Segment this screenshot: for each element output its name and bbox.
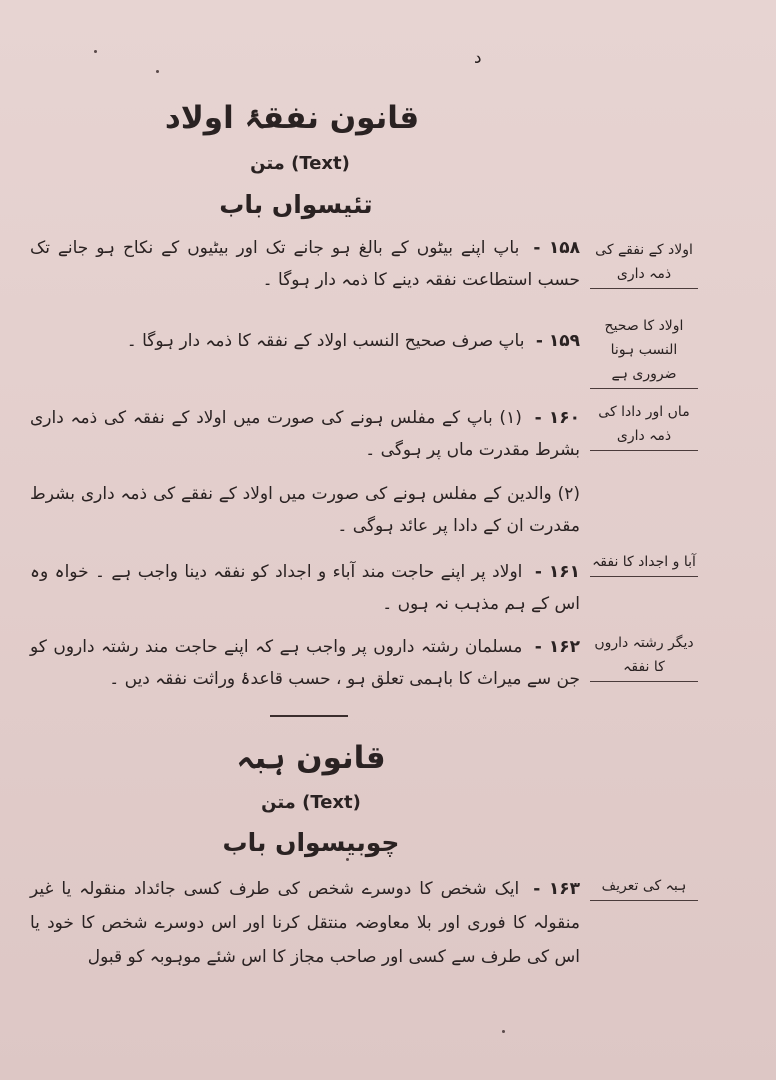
paragraph-text: مسلمان رشتہ داروں پر واجب ہے کہ اپنے حاجت مند رشتہ داروں کو جن سے میراث کا باہمی تعلق ہو ، حسب قاعدۂ وراثت نفقہ دیں ۔ xyxy=(30,637,580,689)
section1-title: قانون نفقۂ اولاد xyxy=(164,100,420,136)
paragraph-text: (۱) باپ کے مفلس ہونے کی صورت میں اولاد کے نفقہ کی ذمہ داری بشرط مقدرت ماں پر ہوگی ۔ xyxy=(30,408,580,460)
paragraph-text: باپ اپنے بیٹوں کے بالغ ہو جانے تک اور بیٹیوں کے نکاح ہو جانے تک حسب استطاعت نفقہ دینے کا ذمہ دار ہوگا ۔ xyxy=(30,238,580,290)
paper-speck xyxy=(346,858,349,861)
section1-subtitle: متن (Text) xyxy=(250,153,350,174)
paragraph-text: ایک شخص کا دوسرے شخص کی طرف کسی جائداد منقولہ یا غیر منقولہ کا فوری اور بلا معاوضہ منتقل کرنا اور اس دوسرے شخص کا خود یا اس کی طرف سے کسی اور صاحب مجاز کا اس شئے موہوبہ کو قبول xyxy=(30,879,580,967)
paragraph-160-1 xyxy=(30,402,580,466)
paper-speck xyxy=(502,1030,505,1033)
margin-note: ماں اور دادا کی ذمہ داری xyxy=(590,400,698,454)
section2-chapter: چوبیسواں باب xyxy=(222,828,400,857)
margin-note: آبا و اجداد کا نفقہ xyxy=(590,550,698,580)
section-divider xyxy=(270,715,348,717)
paragraph-text: باپ صرف صحیح النسب اولاد کے نفقہ کا ذمہ دار ہوگا ۔ xyxy=(126,331,525,351)
section1-chapter: تئیسواں باب xyxy=(219,190,373,219)
paragraph-number: ۱۵۸ - xyxy=(533,238,580,258)
margin-note: اولاد کے نفقے کی ذمہ داری xyxy=(590,238,698,292)
paragraph-158 xyxy=(30,232,580,296)
paragraph-number: ۱۶۳ - xyxy=(533,879,580,899)
paragraph-text: اولاد پر اپنے حاجت مند آباء و اجداد کو نفقہ دینا واجب ہے ۔ خواہ وہ اس کے ہم مذہب نہ ہوں ۔ xyxy=(30,562,580,614)
paragraph-number: ۱۵۹ - xyxy=(535,331,580,351)
paragraph-163 xyxy=(30,872,580,974)
margin-note: اولاد کا صحیح النسب ہونا ضروری ہے xyxy=(590,314,698,392)
paragraph-162 xyxy=(30,631,580,695)
paragraph-159 xyxy=(30,325,580,357)
paragraph-number: ۱۶۰ - xyxy=(534,408,580,428)
paper-speck xyxy=(156,70,159,73)
page-number: د xyxy=(474,48,482,68)
paper-speck xyxy=(94,50,97,53)
section2-title: قانون ہبہ xyxy=(236,740,386,776)
section2-subtitle: متن (Text) xyxy=(261,792,361,813)
margin-note: دیگر رشتہ داروں کا نفقہ xyxy=(590,631,698,685)
margin-note: ہبہ کی تعریف xyxy=(590,874,698,904)
paragraph-number: ۱۶۲ - xyxy=(534,637,580,657)
paragraph-160-2 xyxy=(30,478,580,542)
paragraph-number: ۱۶۱ - xyxy=(534,562,580,582)
paragraph-161 xyxy=(30,556,580,620)
paragraph-text: (۲) والدین کے مفلس ہونے کی صورت میں اولاد کے نفقے کی ذمہ داری بشرط مقدرت ان کے دادا پر عائد ہوگی ۔ xyxy=(30,484,580,536)
